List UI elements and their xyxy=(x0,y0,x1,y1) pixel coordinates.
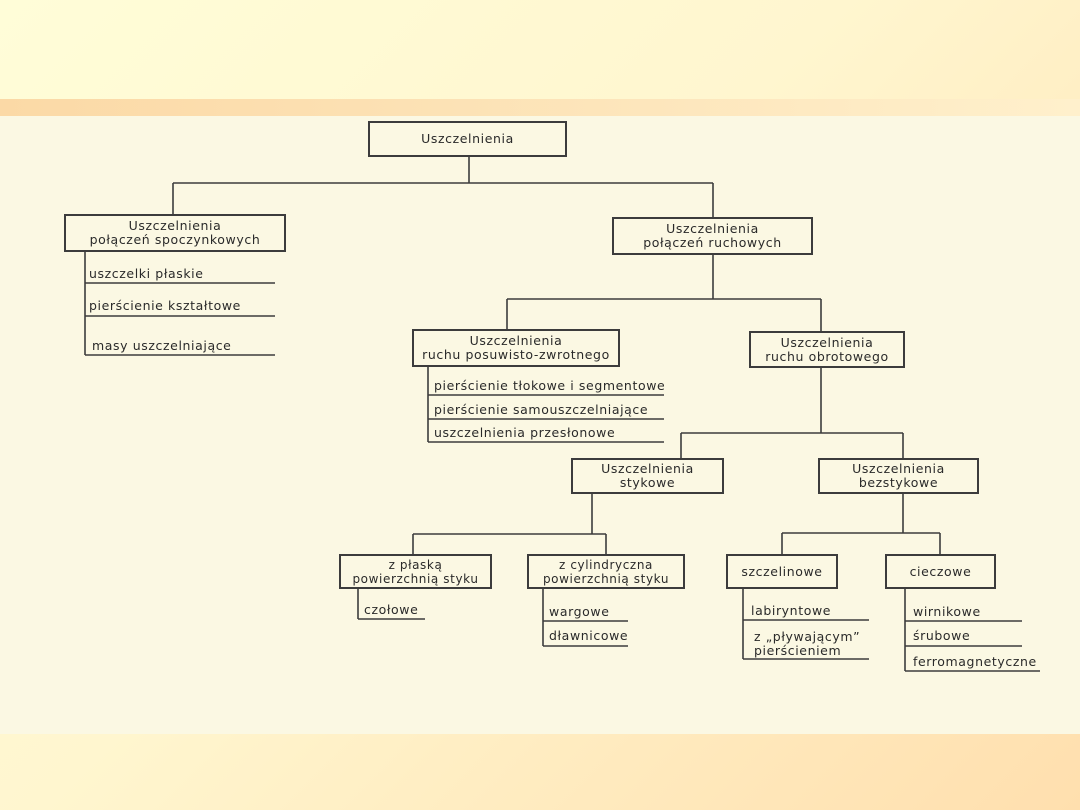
list-item-pierscienie-tlokowe: pierścienie tłokowe i segmentowe xyxy=(434,378,666,393)
node-label-line2: ruchu posuwisto-zwrotnego xyxy=(422,347,610,362)
list-item-ferromagnetyczne: ferromagnetyczne xyxy=(913,654,1037,669)
node-label-line2: bezstykowe xyxy=(858,475,939,490)
node-uszczelnienia xyxy=(368,121,567,157)
list-item-czolowe: czołowe xyxy=(364,602,419,617)
node-label-line2: powierzchnią styku xyxy=(352,571,479,586)
node-label-line2: stykowe xyxy=(619,475,676,490)
node-polaczen-spoczynkowych xyxy=(64,214,286,252)
list-item-dlawnicowe: dławnicowe xyxy=(549,628,629,643)
node-label-line2: powierzchnią styku xyxy=(542,571,670,586)
node-label-line1: z płaską xyxy=(388,557,443,572)
node-z-cylindryczna-powierzchnia xyxy=(527,554,685,589)
node-label-line1: Uszczelnienia xyxy=(852,461,945,476)
node-label-line2: ruchu obrotowego xyxy=(765,348,889,364)
list-item-pierscienie-ksztaltowe: pierścienie kształtowe xyxy=(89,298,241,313)
node-label-line1: Uszczelnienia xyxy=(469,333,563,348)
node-stykowe xyxy=(571,458,724,494)
node-label-line1: Uszczelnienia xyxy=(128,218,222,233)
node-z-plaska-powierzchnia xyxy=(339,554,492,589)
node-szczelinowe xyxy=(726,554,838,589)
node-ruchu-obrotowego xyxy=(749,331,905,368)
list-item-uszczelki-plaskie: uszczelki płaskie xyxy=(89,266,204,281)
node-cieczowe xyxy=(885,554,996,589)
list-item-z-plywajacym: z „pływającym” xyxy=(754,629,861,644)
node-cieczowe-label: cieczowe xyxy=(909,563,972,579)
list-item-srubowe: śrubowe xyxy=(913,628,971,643)
node-label-line1: Uszczelnienia xyxy=(666,221,759,236)
node-label-line1: Uszczelnienia xyxy=(601,461,694,476)
node-uszczelnienia-label: Uszczelnienia xyxy=(421,131,514,146)
node-label-line2: połączeń ruchowych xyxy=(643,235,782,250)
node-bezstykowe xyxy=(818,458,979,494)
list-item-masy-uszczelniajace: masy uszczelniające xyxy=(92,338,232,353)
list-item-wirnikowe: wirnikowe xyxy=(913,604,981,619)
list-item-pierscieniem: pierścieniem xyxy=(754,643,842,658)
node-label-line1: Uszczelnienia xyxy=(780,334,874,350)
node-polaczen-ruchowych xyxy=(612,217,813,255)
list-item-pierscienie-samouszczelniajace: pierścienie samouszczelniające xyxy=(434,402,649,417)
node-label-line2: połączeń spoczynkowych xyxy=(89,232,261,247)
node-label-line1: z cylindryczna xyxy=(559,557,653,572)
list-item-uszczelnienia-przeslonowe: uszczelnienia przesłonowe xyxy=(434,425,616,440)
node-szczelinowe-label: szczelinowe xyxy=(741,563,823,579)
list-item-wargowe: wargowe xyxy=(549,604,610,619)
list-item-labiryntowe: labiryntowe xyxy=(751,603,832,618)
node-ruchu-posuwisto-zwrotnego xyxy=(412,329,620,367)
